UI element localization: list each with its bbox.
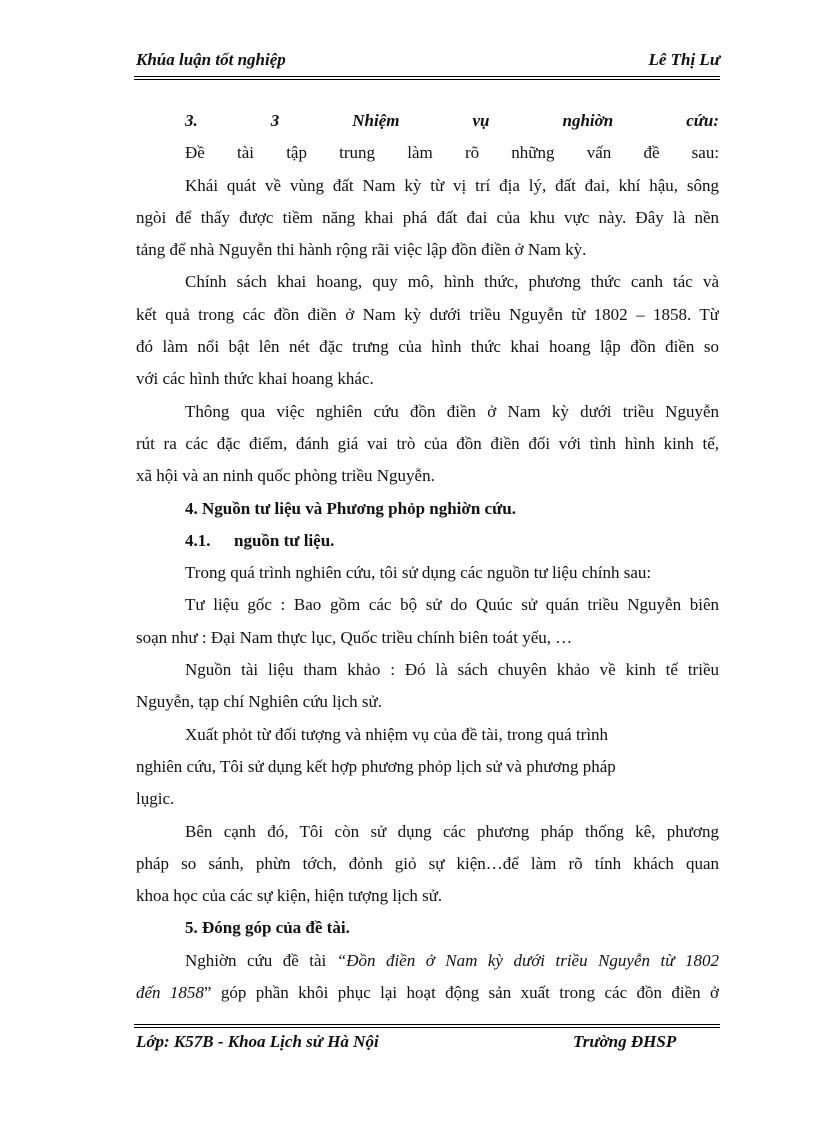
- paragraph-line: Thông qua việc nghiên cứu đồn điền ở Nam kỳ dưới triều Nguyễn: [185, 401, 719, 421]
- paragraph-line: Bên cạnh đó, Tôi còn sử dụng các phương pháp thống kê, phương: [185, 821, 719, 841]
- header-rule: [134, 76, 720, 77]
- paragraph-line: đến 1858” góp phần khôi phục lại hoạt động sản xuất trong các đồn điền ở: [136, 983, 719, 1003]
- header-rule-2: [134, 79, 720, 80]
- paragraph-line: nghiên cứu, Tôi sử dụng kết hợp phương phỏp lịch sử và phương pháp: [136, 756, 616, 776]
- paragraph-line: soạn như : Đại Nam thực lục, Quốc triều chính biên toát yếu, …: [136, 627, 573, 647]
- header-right: Lê Thị Lư: [648, 50, 720, 69]
- paragraph-line: kết quả trong các đồn điền ở Nam kỳ dưới triều Nguyễn từ 1802 – 1858. Từ: [136, 304, 719, 324]
- footer-rule-2: [134, 1027, 720, 1028]
- paragraph-line: đó làm nổi bật lên nét đặc trưng của hình thức khai hoang lập đồn điền so: [136, 337, 719, 357]
- paragraph-line: ngòi để thấy được tiềm năng khai phá đất đai của khu vực này. Đây là nền: [136, 207, 719, 227]
- section-4-1-heading: [136, 525, 719, 557]
- section-4-1-number: 4.1.: [185, 530, 211, 550]
- header-left: Khúa luận tốt nghiệp: [136, 50, 286, 69]
- paragraph-line: tảng để nhà Nguyễn thi hành rộng rãi việc lập đồn điền ở Nam kỳ.: [136, 240, 587, 260]
- paragraph-line: lụgic.: [136, 789, 175, 809]
- paragraph-line: khoa học của các sự kiện, hiện tượng lịch sử.: [136, 886, 443, 906]
- section-3-3-intro: Đề tài tập trung làm rõ những vấn đề sau:: [185, 143, 719, 163]
- paragraph-line: Nguyễn, tạp chí Nghiên cứu lịch sử.: [136, 692, 382, 712]
- footer-rule: [134, 1024, 720, 1025]
- paragraph-line: Khái quát về vùng đất Nam kỳ từ vị trí địa lý, đất đai, khí hậu, sông: [185, 175, 719, 195]
- paragraph-line: với các hình thức khai hoang khác.: [136, 369, 374, 389]
- paragraph-line: rút ra các đặc điểm, đánh giá vai trò của đồn điền đối với tình hình kinh tế,: [136, 433, 719, 453]
- paragraph-line: Nghiờn cứu đề tài “Đồn điền ở Nam kỳ dưới triều Nguyễn từ 1802: [185, 950, 719, 970]
- paragraph-line: xã hội và an ninh quốc phòng triều Nguyễn.: [136, 466, 435, 486]
- footer-left: Lớp: K57B - Khoa Lịch sử Hà Nội: [136, 1032, 379, 1051]
- body-text: [136, 105, 719, 1009]
- footer-right: Trường ĐHSP: [573, 1032, 677, 1051]
- paragraph-line: Trong quá trình nghiên cứu, tôi sử dụng các nguồn tư liệu chính sau:: [185, 563, 652, 583]
- section-3-3-heading: 3. 3 Nhiệm vụ nghiờn cứu:: [185, 111, 719, 130]
- paragraph-line: Chính sách khai hoang, quy mô, hình thức, phương thức canh tác và: [185, 272, 719, 292]
- paragraph-line: Xuất phỏt từ đối tượng và nhiệm vụ của đề tài, trong quá trình: [185, 724, 609, 744]
- section-4-heading: 4. Nguồn tư liệu và Phương phỏp nghiờn cứu.: [185, 498, 516, 518]
- section-5-heading: 5. Đóng góp của đề tài.: [185, 918, 350, 938]
- paragraph-line: Tư liệu gốc : Bao gồm các bộ sử do Quúc sử quán triều Nguyễn biên: [185, 595, 719, 615]
- paragraph-line: pháp so sánh, phừn tớch, đỏnh giỏ sự kiện…để làm rõ tính khách quan: [136, 853, 719, 873]
- paragraph-line: Nguồn tài liệu tham khảo : Đó là sách chuyên khảo về kinh tế triều: [185, 660, 719, 680]
- section-4-1-title: nguồn tư liệu.: [234, 530, 335, 550]
